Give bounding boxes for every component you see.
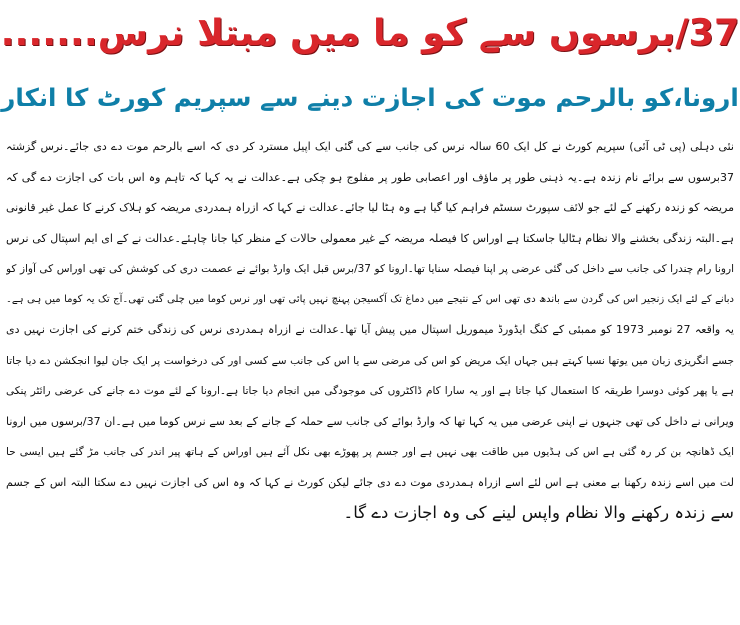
article-line: ویرانی نے داخل کی تھی جنہوں نے اپنی عرضی میں یہ کہا تھا کہ وارڈ بوائے کی جانب سے حملہ کے جانے کے بعد سے نرس کوما میں ہے۔ان 37/برسوں میں ارونا bbox=[6, 414, 734, 428]
headline: 37/برسوں سے کو ما میں مبتلا نرس....... bbox=[0, 11, 740, 54]
article-line: مریضہ کو زندہ رکھنے کے لئے جو لائف سپورٹ سسٹم فراہم کیا گیا ہے وہ ہٹا لیا جائے۔عدالت نے کہا کہ ازراہ ہمدردی مریضہ کو ہلاک کرنے کا عمل غیر قانونی bbox=[6, 201, 734, 214]
article-line: یہ واقعہ 27 نومبر 1973 کو ممبئی کے کنگ ایڈورڈ میموریل اسپتال میں پیش آیا تھا۔عدالت نے ازراہ ہمدردی نرس کی زندگی ختم کرنے کی اجازت نہیں دی bbox=[6, 323, 734, 336]
article-line: ایک ڈھانچہ بن کر رہ گئی ہے اس کی ہڈیوں میں طاقت بھی نہیں ہے اور جسم پر پھوڑے بھی نکل آئے ہیں اوراس کے ہاتھ پیر اندر کی جانب مڑ گئے ہیں ایسی حا bbox=[6, 446, 734, 458]
article-line: لت میں اسے زندہ رکھنا بے معنی ہے اس لئے اسے ازراہ ہمدردی موت دے دی جائے لیکن کورٹ نے کہا کہ وہ اس کی اجازت نہیں دے سکتا البتہ اس کے جسم bbox=[6, 475, 734, 489]
article-line: ہے یا پھر کوئی دوسرا طریقہ کا استعمال کیا جاتا ہے اور یہ سارا کام ڈاکٹروں کی موجودگی میں انجام دیا جاتا ہے۔ارونا کے لئے موت دے جانے کی عرضی رائٹر پنکی bbox=[6, 385, 734, 397]
article-line: نئی دہلی (پی ٹی آئی) سپریم کورٹ نے کل ایک 60 سالہ نرس کی جانب سے کی گئی ایک اپیل مسترد کر دی کہ اسے بالرحم موت دے دی جائے۔نرس گزشتہ bbox=[6, 140, 734, 153]
article-line: 37برسوں سے برائے نام زندہ ہے۔یہ ذہنی طور پر ماؤف اور اعصابی طور پر مفلوج ہو چکی ہے۔عدالت نے یہ کہا کہ تاہم وہ اس بات کی اجازت دے گی کہ bbox=[6, 170, 734, 184]
article-body bbox=[6, 132, 734, 620]
article-line: ہے۔البتہ زندگی بخشنے والا نظام ہٹالیا جاسکتا ہے اوراس کا فیصلہ مریضہ کے غیر معمولی حالات کے منظر کیا جانا چاہئے۔عدالت نے کے ای ایم اسپتال کی نرس bbox=[6, 231, 734, 245]
article-line: ارونا رام چندرا کی جانب سے داخل کی گئی عرضی پر اپنا فیصلہ سنایا تھا۔ارونا کو 37/برس قبل ایک وارڈ بوائے نے عصمت دری کی کوشش کی تھی اوراس کی آواز کو bbox=[6, 263, 734, 275]
article-line: سے زندہ رکھنے والا نظام واپس لینے کی وہ اجازت دے گا۔ bbox=[343, 503, 734, 522]
subheadline: ارونا،کو بالرحم موت کی اجازت دینے سے سپریم کورٹ کا انکار bbox=[1, 83, 739, 112]
article-line: جسے انگریزی زبان میں یوتھا نسیا کہتے ہیں جہاں ایک مریض کو اس کی مرضی سے یا اس کی جانب سے کسی اور کی درخواست پر ایک جان لیوا انجکشن دے دیا جاتا bbox=[6, 354, 734, 367]
article-line: دبانے کے لئے ایک زنجیر اس کی گردن سے باندھ دی تھی اس کے نتیجے میں دماغ تک آکسیجن پہنچ نہیں پائی تھی اور نرس کوما میں چلی گئی تھی۔آج تک یہ کوما میں ہی ہے۔ bbox=[6, 293, 734, 305]
